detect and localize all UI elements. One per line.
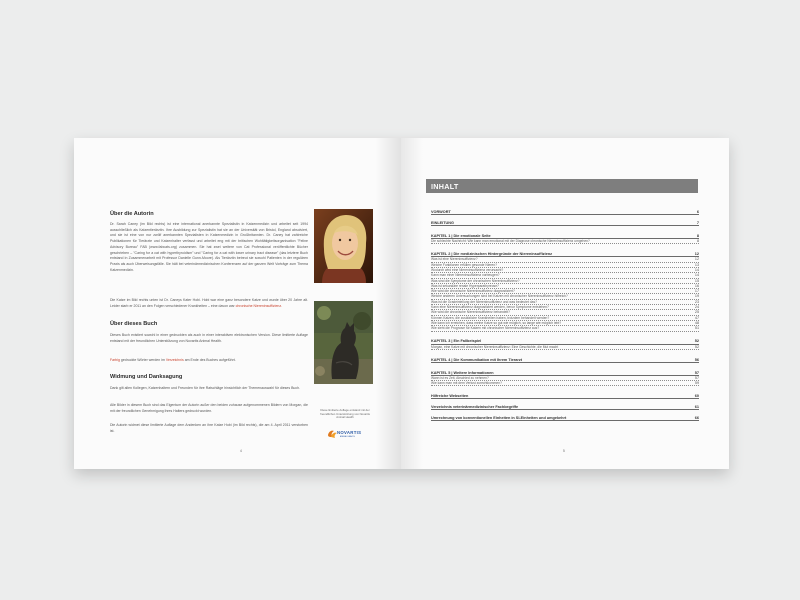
toc-entry-page: 52	[694, 344, 699, 349]
toc-entry-title: Die schlechte Nachricht: Wie kann man emotional mit der Diagnose chronische Niereninsuffizienz umgehen?	[431, 239, 590, 243]
toc-entry-page: 17	[694, 289, 699, 294]
toc-entry-title: Was ist sekundäre renale Hyperparathyreose?	[431, 283, 499, 288]
toc-entry-title: Was ist eine Niereninsuffizienz?	[431, 257, 478, 262]
toc-entry-title: Hilfreiche Webseiten	[431, 394, 469, 399]
toc-entry-title: Wodurch wird eine Niereninsuffizienz verursacht?	[431, 267, 504, 272]
toc-entry-page: 7	[696, 220, 699, 225]
page-number-right: 5	[563, 449, 565, 453]
thanks-paragraph-1: Dank gilt allen Kollegen, Katzenhaltern und Freunden für ihre Ratschläge hinsichtlich der Themenauswahl für dieses Buch.	[110, 386, 301, 390]
toc-entry-page: 24	[694, 305, 699, 309]
about-author-text: Dr. Sarah Caney (im Bild rechts) ist eine international anerkannte Spezialistin in Katzenmedizin und arbeitet seit 1994 ausschließlich als Katzentierärztin. Ihre Ausbildung zur Spezialistin hat sie an der Universität von Bristol, England absolviert, und sie ist eine von nur zwölf anerkannten Spezialisten in Katzenmedizin in Großbritannien. Dr. Caney hat zahlreiche Publikationen für Tierärzte und Katzenhalter verfasst und arbeitet eng mit der britischen Wohltätigkeitsorganisation "Feline Advisory Bureau" FAB (www.fabcats.org) zusammen. Sie hat zwei weitere von Cat Professional veröffentlichte Bücher geschrieben – "Caring for a cat with hyperthyroidism" und "Caring for a cat with lower urinary tract disease" (das letztere Buch entstand in Zusammenarbeit mit Professor Danielle Gunn-Moore). Als Tierärztin betreut sie sowohl Patienten in der regulären Praxis als auch Überweisungsfälle. Sie hält bei veterinärmedizinischen Konferenzen auf der ganzen Welt Vorträge zum Thema Katzenmedizin.	[110, 222, 308, 272]
author-photo	[314, 209, 373, 283]
toc-entry-page: 14	[694, 273, 699, 278]
toc-entry-title: Können Katzen, die zusätzliche Krankheiten haben, trotzdem behandelt werden?	[431, 315, 550, 320]
edition-caption: Diese limitierte Auflage entstand mit der freundlichen Unterstützung von Novartis Animal Health	[320, 408, 370, 420]
cat-photo	[314, 301, 373, 384]
left-page	[74, 138, 401, 469]
toc-entry-title: Wie sieht die Prognose für Katzen mit chronischer Niereninsuffizienz aus?	[431, 326, 540, 331]
toc-entry-title: Verzeichnis veterinärmedizinischer Fachbegriffe	[431, 405, 519, 410]
toc-entry-page: 23	[694, 299, 699, 304]
toc-title: INHALT	[431, 181, 459, 191]
novartis-logo-sub: ANIMAL HEALTH	[340, 436, 355, 438]
toc-entry-title: KAPITEL 2 | Die medizinischen Hintergründe der Niereninsuffizienz	[431, 252, 553, 256]
novartis-logo	[326, 428, 366, 442]
toc-entry[interactable]	[431, 379, 699, 386]
toc-entry[interactable]	[431, 403, 699, 410]
toc-entry-page: 51	[694, 326, 699, 331]
toc-entry-page: 15	[694, 278, 699, 283]
toc-entry-title: Umrechnung von konventionellen Einheiten in SI-Einheiten und umgekehrt	[431, 416, 567, 421]
toc-entry-title: KAPITEL 1 | Die emotionale Seite	[431, 233, 491, 238]
toc-entry-title: Welche anderen Untersuchungen sind bei Katzen mit chronischer Niereninsuffizienz hilfreich?	[431, 294, 568, 299]
about-book-heading: Über dieses Buch	[110, 321, 158, 327]
toc-entry-page: 60	[694, 394, 699, 399]
toc-entry-page: 13	[694, 262, 699, 267]
toc-entry-title: Wie wird die chronische Niereninsuffizienz behandelt?	[431, 310, 510, 315]
toc-entry[interactable]	[431, 219, 699, 226]
right-page	[401, 138, 729, 469]
toc-entry-title: VORWORT	[431, 209, 451, 214]
toc-entry-title: Wie wird die chronische Niereninsuffizienz diagnostiziert?	[431, 289, 515, 294]
toc-entry[interactable]	[431, 392, 699, 399]
toc-entry-page: 52	[694, 339, 699, 344]
toc-entry-page: 12	[694, 257, 699, 262]
red-term: chronische Niereninsuffizienz.	[235, 303, 283, 308]
toc-entry-page: 19	[694, 294, 699, 299]
toc-entry-title: Wann ist es Zeit, Abschied zu nehmen?	[431, 375, 489, 380]
toc-entry-page: 57	[694, 370, 699, 375]
toc-entry-page: 59	[694, 381, 699, 386]
about-author-heading: Über die Autorin	[110, 211, 154, 217]
toc-entry-page: 6	[696, 209, 699, 214]
thanks-paragraph-3: Die Autorin widmet diese limitierte Auflage dem Andenken an ihre Katze Hobi (im Bild rechts), die am 4. April 2011 verstorben ist.	[110, 423, 308, 433]
page-number-left: 4	[240, 449, 242, 453]
toc-entry-title: Morgan, eine Katze mit chronischer Niereninsuffizienz: Eine Geschichte, die Mut macht	[431, 344, 559, 349]
toc-entry-page: 14	[694, 267, 699, 272]
toc-entry-page: 16	[694, 283, 699, 288]
toc-entry-title: Kann eine Niereninsuffizienz diagnostiziert werden, bevor Symptome entstehen?	[431, 305, 549, 309]
toc-entry-page: 25	[694, 310, 699, 315]
toc-entry-title: KAPITEL 3 | Ein Fallbeispiel	[431, 339, 482, 344]
toc-entry-title: KAPITEL 4 | Die Kommunikation mit Ihrem Tierarzt	[431, 357, 523, 362]
toc-entry-title: Wie kann man mit dem Verlust zurechtkommen?	[431, 381, 502, 386]
toc-entry-title: Was ist die Gradeinteilung der Niereninsuffizienz und was bedeutet das?	[431, 299, 537, 304]
novartis-logo-name: NOVARTIS	[337, 430, 362, 435]
toc-entry-page: 57	[694, 375, 699, 380]
toc-entry-title: EINLEITUNG	[431, 220, 454, 225]
toc-entry-page: 47	[694, 315, 699, 320]
toc-entry[interactable]	[431, 356, 699, 363]
toc-entry-title: Was sind die Symptome der chronischen Niereninsuffizienz?	[431, 278, 520, 283]
toc-entry-title: Kann man einer Niereninsuffizienz vorbeugen?	[431, 273, 500, 278]
toc-entry-title: KAPITEL 5 | Weitere Informationen	[431, 370, 494, 375]
toc-entry-title: Welche Funktionen erfüllen gesunde Nieren?	[431, 262, 497, 267]
toc-entry[interactable]	[431, 237, 699, 244]
about-book-text: Dieses Buch existiert sowohl in einer gedruckten als auch in einer interaktiven elektronischen Version. Diese limitierte Auflage entstand mit der freundlichen Unterstützung von Novartis Animal Health.	[110, 333, 308, 343]
toc-entry-page: 66	[694, 416, 699, 421]
toc-entry-page: 56	[694, 357, 699, 362]
toc-entry-title: Wie kann ich erreichen, dass meine Katze so gut wie möglich, so lange wie möglich lebt?	[431, 320, 562, 325]
colored-words-note: Farbig gedruckte Wörter werden im Verzeichnis am Ende des Buches aufgeführt.	[110, 358, 236, 362]
toc-entry[interactable]	[431, 325, 699, 332]
toc-entry-page: 8	[696, 233, 699, 238]
thanks-paragraph-2: Alle Bilder in diesem Buch sind das Eigentum der Autorin außer den beiden zuhause aufgenommenen Bildern von Morgan, die mit der freundlichen Genehmigung ihres Halters gedruckt wurden.	[110, 403, 308, 413]
thanks-heading: Widmung und Danksagung	[110, 374, 183, 380]
toc-entry-page: 12	[694, 252, 699, 256]
toc-entry[interactable]	[431, 208, 699, 215]
open-booklet	[74, 138, 729, 469]
toc-entry-page: 8	[696, 239, 699, 243]
toc-entry-page: 61	[694, 405, 699, 410]
toc-entry[interactable]	[431, 343, 699, 350]
toc-title-bar	[426, 179, 698, 193]
toc-entry[interactable]	[431, 414, 699, 421]
cat-note-text: Die Katze im Bild rechts unten ist Dr. Caneys Kater Hobi. Hobi war eine ganz besondere Katze und wurde über 20 Jahre alt. Leider starb er 2011 an den Folgen verschiedener Krankheiten – eine davon war chronische Niereninsuffizienz.	[110, 298, 308, 308]
toc-entry-page: 48	[694, 320, 699, 325]
